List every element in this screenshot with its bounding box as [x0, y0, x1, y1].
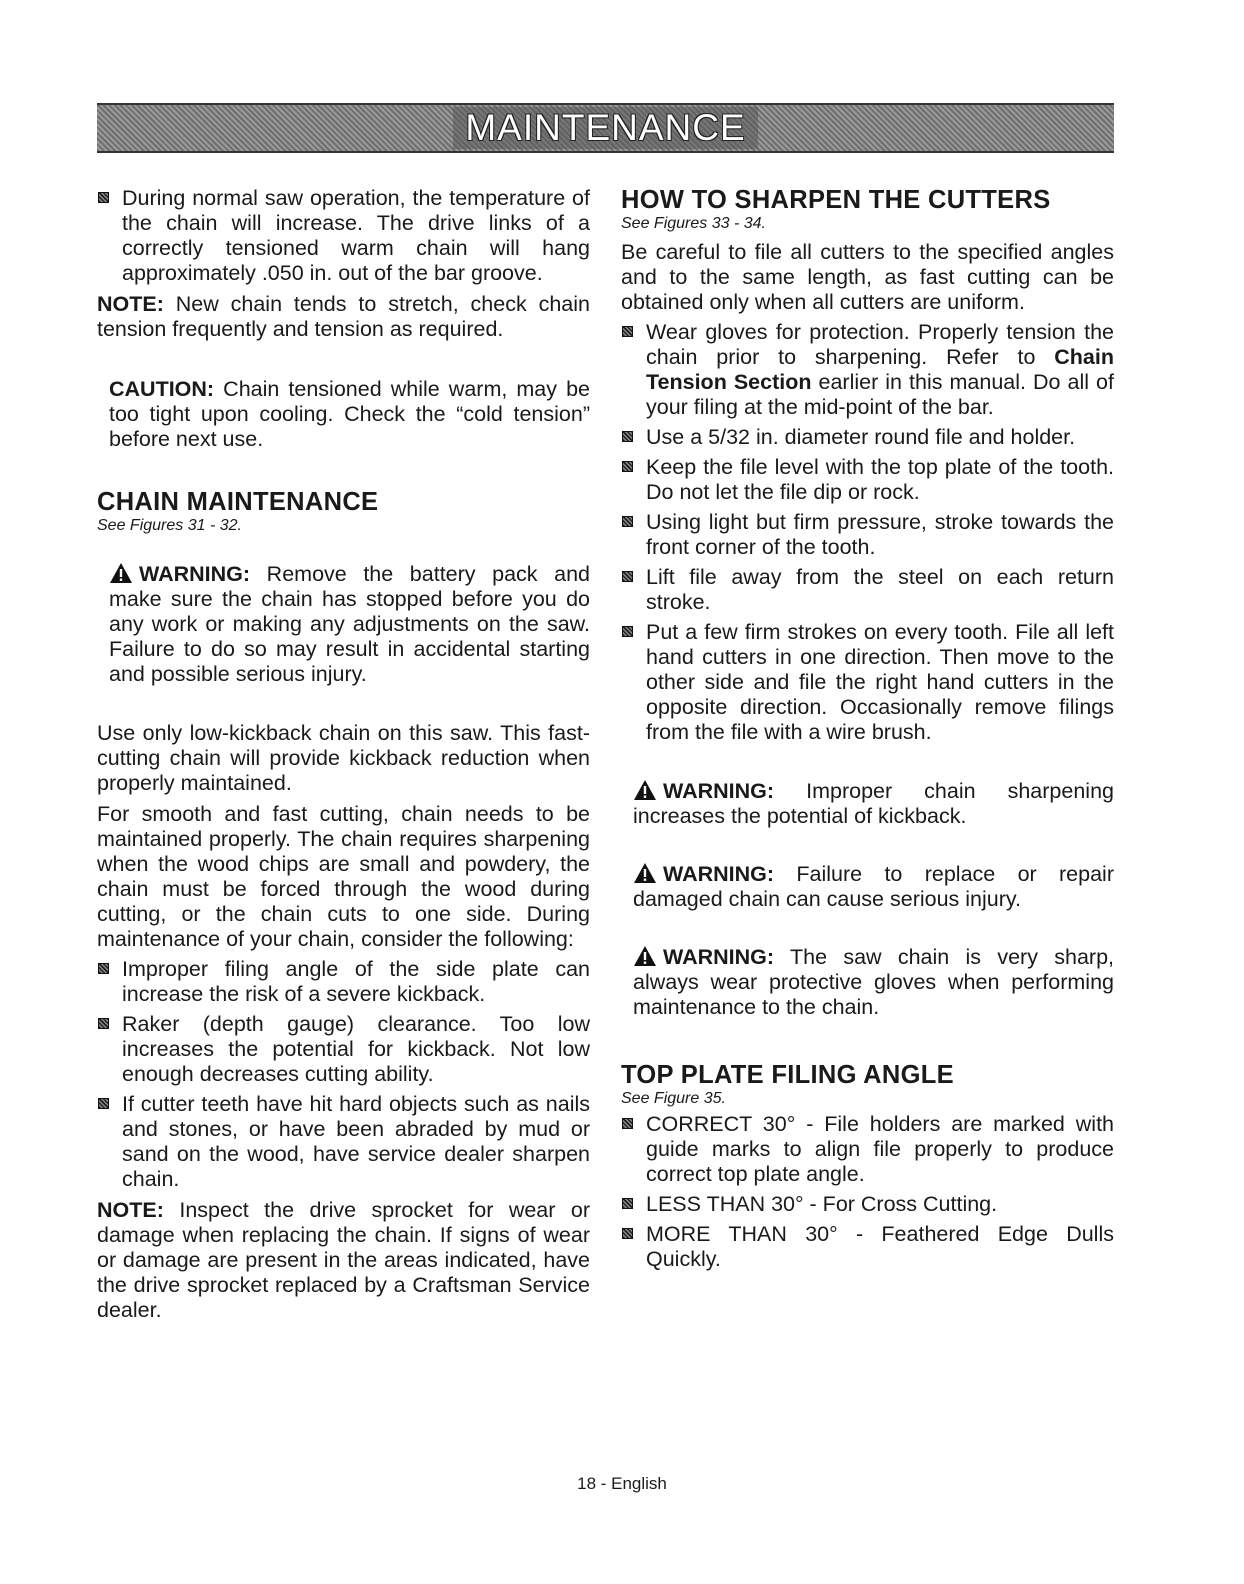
note-label: NOTE: — [97, 292, 164, 316]
list-item-text: Raker (depth gauge) clearance. Too low increases the potential for kickback. Not low enough decreases cutting ability. — [122, 1012, 590, 1086]
square-bullet-icon — [622, 626, 633, 637]
top-plate-heading: TOP PLATE FILING ANGLE — [621, 1061, 954, 1089]
square-bullet-icon — [622, 571, 633, 582]
figure-reference: See Figures 31 - 32. — [97, 517, 242, 534]
warning-text: Remove the battery pack and make sure the chain has stopped before you do any work or making any adjustments on the saw. Failure to do so may result in accidental starting and possible serious injury. — [109, 562, 590, 686]
warning-triangle-icon — [109, 562, 133, 584]
list-item — [97, 957, 590, 1007]
list-item-text: LESS THAN 30° - For Cross Cutting. — [646, 1192, 998, 1216]
warning-triangle-icon — [633, 945, 657, 967]
warning-paragraph — [97, 562, 590, 687]
warning-label: WARNING: — [663, 779, 775, 803]
warning-paragraph — [621, 862, 1114, 912]
list-item-text: If cutter teeth have hit hard objects such as nails and stones, or have been abraded by mud or sand on the wood, have service dealer sharpen chain. — [122, 1092, 590, 1191]
figure-reference: See Figure 35. — [621, 1090, 726, 1107]
right-column — [621, 186, 1114, 1272]
list-item-text: Keep the file level with the top plate of the tooth. Do not let the file dip or rock. — [646, 455, 1114, 504]
caution-paragraph — [97, 377, 590, 452]
list-item — [621, 620, 1114, 745]
square-bullet-icon — [622, 326, 633, 337]
warning-label: WARNING: — [663, 862, 775, 886]
body-paragraph: Use only low-kickback chain on this saw. This fast-cutting chain will provide kickback reduction when properly maintained. — [97, 721, 590, 795]
list-item — [97, 1092, 590, 1192]
list-item-text: MORE THAN 30° - Feathered Edge Dulls Quickly. — [646, 1222, 1114, 1271]
list-item-text: Lift file away from the steel on each return stroke. — [646, 565, 1114, 614]
list-item-text: Wear gloves for protection. Properly tension the chain prior to sharpening. Refer to Chain Tension Section earlier in this manual. Do all of your filing at the mid-point of the bar. — [646, 320, 1114, 419]
warning-triangle-icon — [633, 862, 657, 884]
sharpen-list — [621, 320, 1114, 745]
note-text: New chain tends to stretch, check chain tension frequently and tension as required. — [97, 292, 590, 341]
list-item — [621, 510, 1114, 560]
warning-label: WARNING: — [663, 945, 775, 969]
page-title: MAINTENANCE — [453, 107, 757, 149]
square-bullet-icon — [622, 1118, 633, 1129]
angle-list — [621, 1112, 1114, 1272]
list-item-text: During normal saw operation, the temperature of the chain will increase. The drive links of a correctly tensioned warm chain will hang approximately .050 in. out of the bar groove. — [122, 186, 590, 285]
left-column — [97, 186, 590, 1323]
warning-paragraph — [621, 779, 1114, 829]
list-item — [621, 1222, 1114, 1272]
section-reference: Chain Tension Section — [646, 345, 1114, 394]
list-item — [621, 320, 1114, 420]
list-item-text: Use a 5/32 in. diameter round file and holder. — [646, 425, 1076, 449]
square-bullet-icon — [98, 192, 109, 203]
list-item — [621, 1192, 1114, 1217]
list-item — [621, 455, 1114, 505]
note-label: NOTE: — [97, 1198, 164, 1222]
note-text: Inspect the drive sprocket for wear or damage when replacing the chain. If signs of wear or damage are present in the areas indicated, have the drive sprocket replaced by a Craftsman Service dealer. — [97, 1198, 590, 1322]
square-bullet-icon — [98, 1018, 109, 1029]
section-banner — [97, 103, 1114, 153]
note-paragraph — [97, 292, 590, 342]
body-paragraph: For smooth and fast cutting, chain needs to be maintained properly. The chain requires sharpening when the wood chips are small and powdery, the chain must be forced through the wood during cutting, or the chain cuts to one side. During maintenance of your chain, consider the following: — [97, 802, 590, 951]
chain-maintenance-heading: CHAIN MAINTENANCE — [97, 488, 379, 516]
consider-list — [97, 957, 590, 1192]
warning-paragraph — [621, 945, 1114, 1020]
list-item-text: Put a few firm strokes on every tooth. File all left hand cutters in one direction. Then move to the other side and file the right hand cutters in the opposite direction. Occasionally remove filings from the file with a wire brush. — [646, 620, 1114, 744]
note-paragraph — [97, 1198, 590, 1323]
list-item — [621, 425, 1114, 450]
square-bullet-icon — [98, 1098, 109, 1109]
list-item — [97, 1012, 590, 1087]
figure-reference: See Figures 33 - 34. — [621, 215, 766, 232]
list-item-text: CORRECT 30° - File holders are marked with guide marks to align file properly to produce correct top plate angle. — [646, 1112, 1114, 1186]
square-bullet-icon — [622, 431, 633, 442]
caution-text: Chain tensioned while warm, may be too tight upon cooling. Check the “cold tension” before next use. — [109, 377, 590, 451]
sharpen-heading: HOW TO SHARPEN THE CUTTERS — [621, 186, 1051, 214]
square-bullet-icon — [622, 516, 633, 527]
square-bullet-icon — [98, 963, 109, 974]
warning-text: The saw chain is very sharp, always wear protective gloves when performing maintenance to the chain. — [633, 945, 1114, 1019]
list-item — [621, 1112, 1114, 1187]
page-footer: 18 - English — [577, 1474, 667, 1493]
body-paragraph: Be careful to file all cutters to the specified angles and to the same length, as fast cutting can be obtained only when all cutters are uniform. — [621, 240, 1114, 314]
square-bullet-icon — [622, 1198, 633, 1209]
square-bullet-icon — [622, 461, 633, 472]
warning-text: Failure to replace or repair damaged chain can cause serious injury. — [633, 862, 1114, 911]
list-item-text: Using light but firm pressure, stroke towards the front corner of the tooth. — [646, 510, 1114, 559]
warning-triangle-icon — [633, 779, 657, 801]
caution-label: CAUTION: — [109, 377, 215, 401]
list-item-text: Improper filing angle of the side plate can increase the risk of a severe kickback. — [122, 957, 590, 1006]
square-bullet-icon — [622, 1228, 633, 1239]
list-item — [97, 186, 590, 286]
warning-text: Improper chain sharpening increases the potential of kickback. — [633, 779, 1114, 828]
warning-label: WARNING: — [139, 562, 251, 586]
list-item — [621, 565, 1114, 615]
